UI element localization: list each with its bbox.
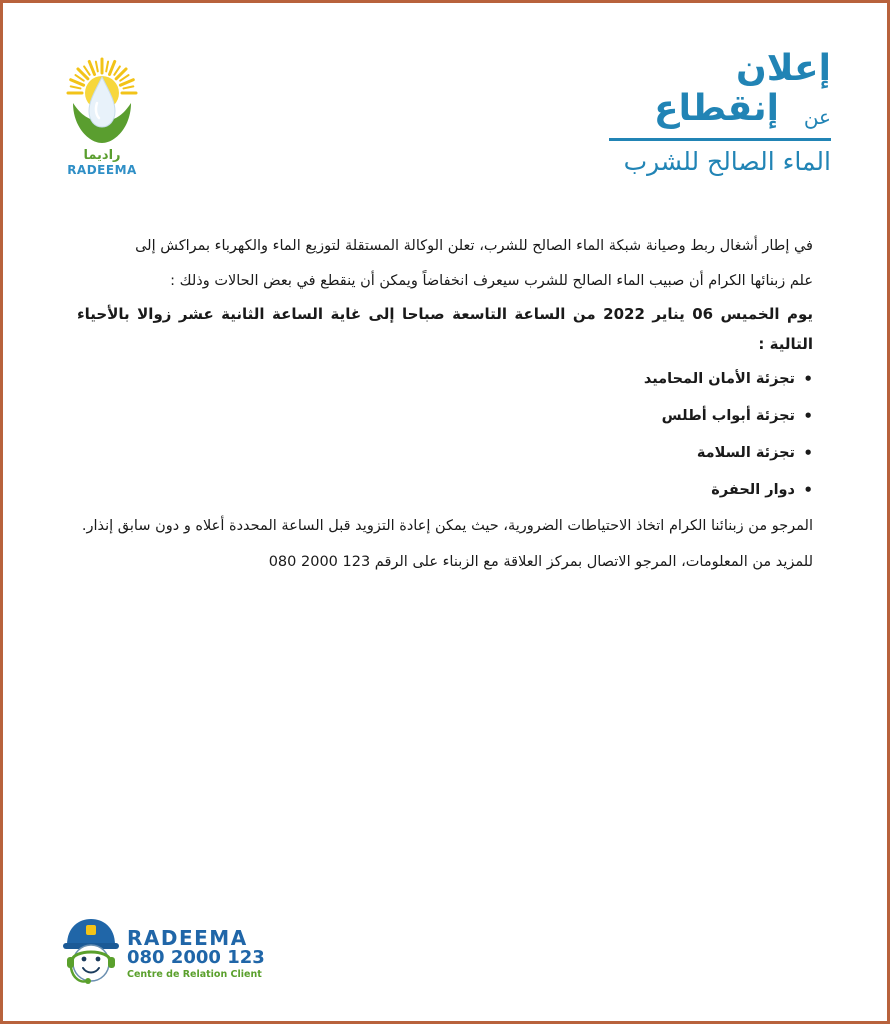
customer-center-logo: [59, 915, 265, 991]
title-divider: [609, 138, 831, 141]
mascot-helmet-icon: [59, 915, 123, 991]
title-announcement: إعلان: [736, 48, 831, 89]
districts-list: [77, 361, 813, 509]
intro-line-2: علم زبنائها الكرام أن صبيب الماء الصالح للشرب سيعرف انخفاضاً ويمكن أن ينقطع في بعض الحالات وذلك :: [170, 273, 813, 289]
logo-latin-name: RADEEMA: [67, 163, 137, 177]
contact-paragraph: للمزيد من المعلومات، المرجو الاتصال بمركز العلاقة مع الزبناء على الرقم 123 2000 080: [268, 554, 813, 570]
announcement-body: [77, 229, 813, 580]
title-drinking-water: الماء الصالح للشرب: [623, 147, 831, 176]
district-item: • تجزئة أبواب أطلس: [77, 398, 795, 435]
intro-line-1: في إطار أشغال ربط وصيانة شبكة الماء الصالح للشرب، تعلن الوكالة المستقلة لتوزيع الماء والكهرباء بمراكش إلى: [135, 238, 813, 254]
district-item: • تجزئة السلامة: [77, 435, 795, 472]
radeema-logo: [59, 51, 145, 181]
radeema-sun-drop-icon: [59, 51, 145, 151]
district-item: • دوار الحفرة: [77, 472, 795, 509]
announcement-title: [601, 47, 831, 182]
logo-arabic-name: راديما: [83, 148, 121, 163]
title-interruption: إنقطاع: [654, 88, 779, 129]
title-about: عن: [803, 105, 831, 129]
district-item: • تجزئة الأمان المحاميد: [77, 361, 795, 398]
footer-phone-number: 080 2000 123: [127, 947, 265, 968]
intro-paragraph: [77, 229, 813, 299]
footer-tagline: Centre de Relation Client: [127, 969, 262, 980]
schedule-text: يوم الخميس 06 يناير 2022 من الساعة التاسعة صباحا إلى غاية الساعة الثانية عشر زوالا بالأحياء التالية :: [77, 305, 814, 353]
footer-brand-name: RADEEMA: [127, 926, 248, 950]
precaution-paragraph: المرجو من زبنائنا الكرام اتخاذ الاحتياطات الضرورية، حيث يمكن إعادة التزويد قبل الساعة المحددة أعلاه و دون سابق إنذار.: [81, 518, 813, 534]
